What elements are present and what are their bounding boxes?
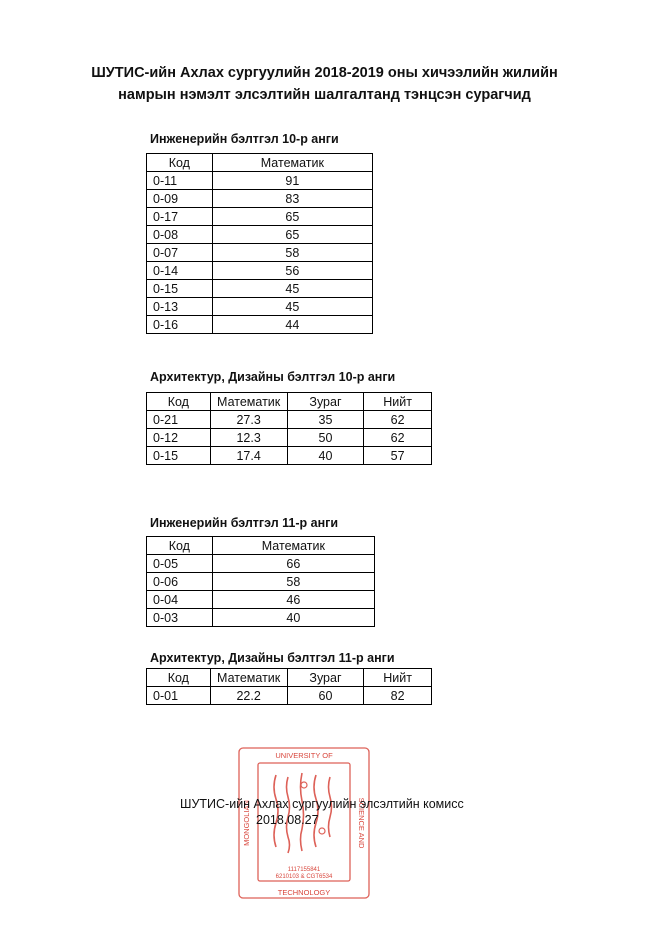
cell-code: 0-14 (147, 262, 213, 280)
table-row (147, 687, 432, 705)
cell-score: 65 (212, 208, 372, 226)
table-row (147, 555, 375, 573)
table-arch-10 (146, 392, 432, 465)
column-header-code: Код (147, 669, 211, 687)
cell-score: 65 (212, 226, 372, 244)
cell-score: 58 (212, 573, 374, 591)
table-row (147, 226, 373, 244)
cell-code: 0-13 (147, 298, 213, 316)
table-row (147, 447, 432, 465)
cell-code: 0-17 (147, 208, 213, 226)
table-row (147, 208, 373, 226)
cell-score: 56 (212, 262, 372, 280)
cell-score: 57 (364, 447, 432, 465)
cell-score: 45 (212, 280, 372, 298)
cell-score: 44 (212, 316, 372, 334)
column-header-math: Математик (212, 154, 372, 172)
table-row (147, 573, 375, 591)
column-header-math: Математик (210, 669, 287, 687)
table-row (147, 609, 375, 627)
section-heading-eng-10: Инженерийн бэлтгэл 10-р анги (150, 132, 339, 146)
cell-code: 0-15 (147, 447, 211, 465)
signature-line: ШУТИС-ийн Ахлах сургуулийн элсэлтийн комисс (180, 797, 464, 811)
section-heading-arch-10: Архитектур, Дизайны бэлтгэл 10-р анги (150, 370, 396, 384)
table-row (147, 591, 375, 609)
title-line-2: намрын нэмэлт элсэлтийн шалгалтанд тэнцсэн сурагчид (118, 87, 531, 103)
table-row (147, 316, 373, 334)
section-heading-arch-11: Архитектур, Дизайны бэлтгэл 11-р анги (150, 651, 395, 665)
svg-text:UNIVERSITY OF: UNIVERSITY OF (275, 751, 333, 760)
cell-score: 82 (364, 687, 432, 705)
table-eng-10 (146, 153, 373, 334)
cell-code: 0-05 (147, 555, 213, 573)
table-row (147, 429, 432, 447)
cell-score: 12.3 (210, 429, 287, 447)
column-header-math: Математик (210, 393, 287, 411)
column-header-code: Код (147, 393, 211, 411)
column-header-code: Код (147, 537, 213, 555)
cell-score: 66 (212, 555, 374, 573)
cell-score: 91 (212, 172, 372, 190)
cell-score: 40 (212, 609, 374, 627)
cell-score: 17.4 (210, 447, 287, 465)
cell-score: 60 (287, 687, 364, 705)
cell-code: 0-21 (147, 411, 211, 429)
table-eng-11 (146, 536, 375, 627)
cell-score: 40 (287, 447, 364, 465)
svg-text:6210103 & CGT6534: 6210103 & CGT6534 (275, 874, 333, 880)
cell-code: 0-09 (147, 190, 213, 208)
cell-score: 45 (212, 298, 372, 316)
cell-score: 35 (287, 411, 364, 429)
table-row (147, 298, 373, 316)
table-header-row (147, 154, 373, 172)
table-row (147, 172, 373, 190)
cell-score: 22.2 (210, 687, 287, 705)
cell-code: 0-08 (147, 226, 213, 244)
title-line-1: ШУТИС-ийн Ахлах сургуулийн 2018-2019 оны хичээлийн жилийн (91, 65, 558, 81)
table-row (147, 244, 373, 262)
cell-score: 83 (212, 190, 372, 208)
cell-code: 0-04 (147, 591, 213, 609)
table-header-row (147, 537, 375, 555)
table-row (147, 411, 432, 429)
cell-code: 0-03 (147, 609, 213, 627)
cell-code: 0-12 (147, 429, 211, 447)
section-heading-eng-11: Инженерийн бэлтгэл 11-р анги (150, 516, 339, 530)
table-row (147, 262, 373, 280)
document-title (0, 62, 649, 106)
table-row (147, 190, 373, 208)
cell-code: 0-06 (147, 573, 213, 591)
column-header-math: Математик (212, 537, 374, 555)
cell-code: 0-15 (147, 280, 213, 298)
cell-score: 50 (287, 429, 364, 447)
cell-code: 0-11 (147, 172, 213, 190)
column-header-code: Код (147, 154, 213, 172)
table-arch-11 (146, 668, 432, 705)
column-header-drawing: Зураг (287, 393, 364, 411)
cell-code: 0-01 (147, 687, 211, 705)
cell-score: 62 (364, 429, 432, 447)
svg-text:MONGOLIAN: MONGOLIAN (242, 800, 251, 846)
table-header-row (147, 669, 432, 687)
column-header-total: Нийт (364, 393, 432, 411)
svg-text:TECHNOLOGY: TECHNOLOGY (277, 888, 331, 897)
table-row (147, 280, 373, 298)
column-header-total: Нийт (364, 669, 432, 687)
document-date: 2018.08.27 (256, 813, 319, 827)
cell-score: 62 (364, 411, 432, 429)
svg-text:1117155841: 1117155841 (287, 867, 321, 873)
cell-score: 46 (212, 591, 374, 609)
column-header-drawing: Зураг (287, 669, 364, 687)
svg-text:SCIENCE AND: SCIENCE AND (357, 797, 366, 849)
cell-score: 27.3 (210, 411, 287, 429)
cell-code: 0-16 (147, 316, 213, 334)
cell-score: 58 (212, 244, 372, 262)
cell-code: 0-07 (147, 244, 213, 262)
table-header-row (147, 393, 432, 411)
